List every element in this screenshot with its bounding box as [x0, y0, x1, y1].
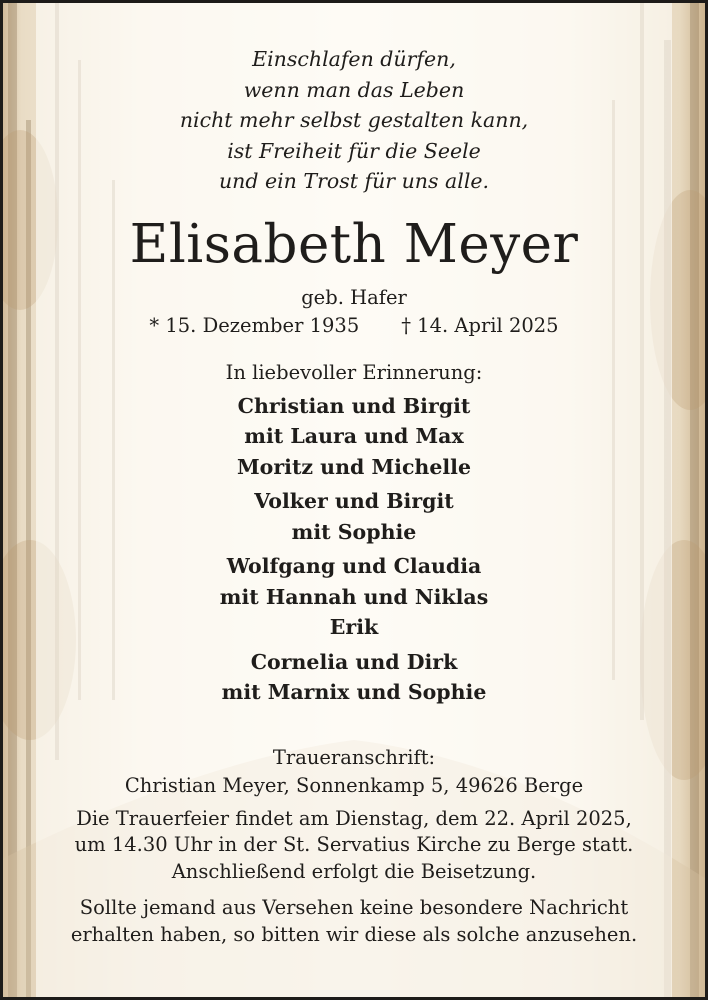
death-date: † 14. April 2025 [401, 313, 559, 337]
birth-date: * 15. Dezember 1935 [149, 313, 360, 337]
family-group [36, 486, 672, 547]
family-line: mit Laura und Max [244, 424, 464, 448]
family-line: Erik [329, 615, 379, 639]
address-title: Traueranschrift: [272, 745, 436, 769]
family-line: mit Marnix und Sophie [221, 680, 487, 704]
family-line: Wolfgang und Claudia [226, 554, 482, 578]
memorial-quote [36, 44, 672, 197]
family-line: Christian und Birgit [237, 393, 471, 418]
quote-line: und ein Trost für uns alle. [218, 169, 490, 193]
memory-intro: In liebevoller Erinnerung: [225, 360, 483, 384]
funeral-line: Die Trauerfeier findet am Dienstag, dem 22. April 2025, [76, 806, 632, 830]
maiden-name: geb. Hafer [301, 285, 407, 309]
family-group [36, 551, 672, 643]
funeral-line: Anschließend erfolgt die Beisetzung. [171, 859, 537, 883]
mourning-address: Christian Meyer, Sonnenkamp 5, 49626 Berge [124, 773, 584, 797]
family-line: mit Hannah und Niklas [219, 584, 489, 609]
family-group [36, 647, 672, 708]
family-line: Volker und Birgit [254, 489, 454, 513]
family-line: Moritz und Michelle [236, 454, 471, 479]
life-dates [36, 311, 672, 341]
family-group [36, 391, 672, 483]
obituary-content [36, 0, 672, 948]
family-list [36, 391, 672, 708]
funeral-line: um 14.30 Uhr in der St. Servatius Kirche zu Berge statt. [74, 833, 634, 856]
note-line: Sollte jemand aus Versehen keine besondere Nachricht [79, 896, 629, 919]
funeral-info [36, 806, 672, 886]
notice-note [36, 895, 672, 948]
deceased-name: Elisabeth Meyer [129, 213, 579, 275]
note-line: erhalten haben, so bitten wir diese als solche anzusehen. [70, 922, 638, 946]
family-line: Cornelia und Dirk [250, 649, 458, 674]
quote-line: nicht mehr selbst gestalten kann, [179, 108, 529, 132]
family-line: mit Sophie [291, 519, 417, 544]
quote-line: wenn man das Leben [243, 77, 465, 102]
quote-line: ist Freiheit für die Seele [227, 138, 481, 163]
quote-line: Einschlafen dürfen, [252, 47, 456, 71]
